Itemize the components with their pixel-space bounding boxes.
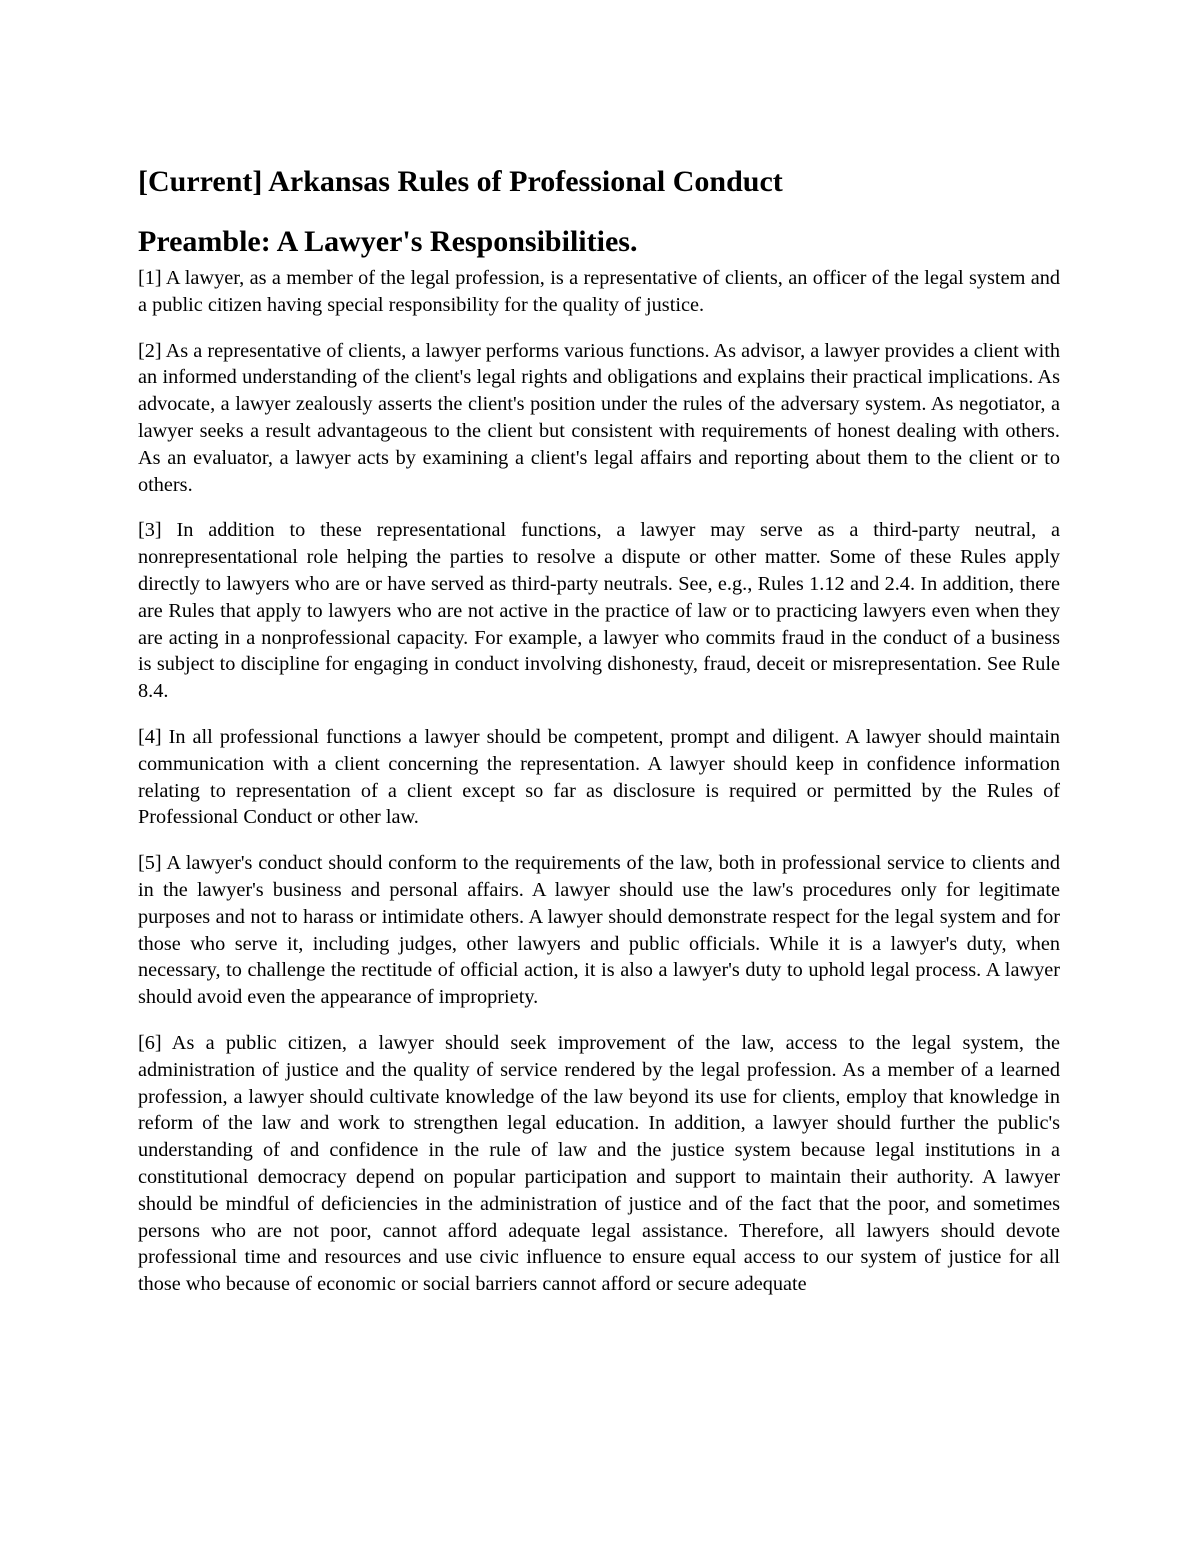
document-page [138,160,1060,1298]
paragraph-1: [1] A lawyer, as a member of the legal profession, is a representative of clients, an officer of the legal system and a public citizen having special responsibility for the quality of justice. [138,267,1060,316]
paragraph-5: [5] A lawyer's conduct should conform to the requirements of the law, both in professional service to clients and in the lawyer's business and personal affairs. A lawyer should use the law's procedures only for legitimate purposes and not to harass or intimidate others. A lawyer should demonstrate respect for the legal system and for those who serve it, including judges, other lawyers and public officials. While it is a lawyer's duty, when necessary, to challenge the rectitude of official action, it is also a lawyer's duty to uphold legal process. A lawyer should avoid even the appearance of impropriety. [138,852,1060,1009]
paragraph-2: [2] As a representative of clients, a lawyer performs various functions. As advisor, a lawyer provides a client with an informed understanding of the client's legal rights and obligations and explains their practical implications. As advocate, a lawyer zealously asserts the client's position under the rules of the adversary system. As negotiator, a lawyer seeks a result advantageous to the client but consistent with requirements of honest dealing with others. As an evaluator, a lawyer acts by examining a client's legal affairs and reporting about them to the client or to others. [138,339,1060,496]
paragraph-4: [4] In all professional functions a lawyer should be competent, prompt and diligent. A lawyer should maintain communication with a client concerning the representation. A lawyer should keep in confidence information relating to representation of a client except so far as disclosure is required or permitted by the Rules of Professional Conduct or other law. [138,725,1060,829]
paragraph-3: [3] In addition to these representational functions, a lawyer may serve as a third-party neutral, a nonrepresentational role helping the parties to resolve a dispute or other matter. Some of these Rules apply directly to lawyers who are or have served as third-party neutrals. See, e.g., Rules 1.12 and 2.4. In addition, there are Rules that apply to lawyers who are not active in the practice of law or to practicing lawyers even when they are acting in a nonprofessional capacity. For example, a lawyer who commits fraud in the conduct of a business is subject to discipline for engaging in conduct involving dishonesty, fraud, deceit or misrepresentation. See Rule 8.4. [138,519,1060,703]
paragraph-6: [6] As a public citizen, a lawyer should seek improvement of the law, access to the legal system, the administration of justice and the quality of service rendered by the legal profession. As a member of a learned profession, a lawyer should cultivate knowledge of the law beyond its use for clients, employ that knowledge in reform of the law and work to strengthen legal education. In addition, a lawyer should further the public's understanding of and confidence in the rule of law and the justice system because legal institutions in a constitutional democracy depend on popular participation and support to maintain their authority. A lawyer should be mindful of deficiencies in the administration of justice and of the fact that the poor, and sometimes persons who are not poor, cannot afford adequate legal assistance. Therefore, all lawyers should devote professional time and resources and use civic influence to ensure equal access to our system of justice for all those who because of economic or social barriers cannot afford or secure adequate [138,1031,1060,1296]
document-title: [Current] Arkansas Rules of Professional Conduct [138,165,783,198]
section-title: Preamble: A Lawyer's Responsibilities. [138,225,638,258]
